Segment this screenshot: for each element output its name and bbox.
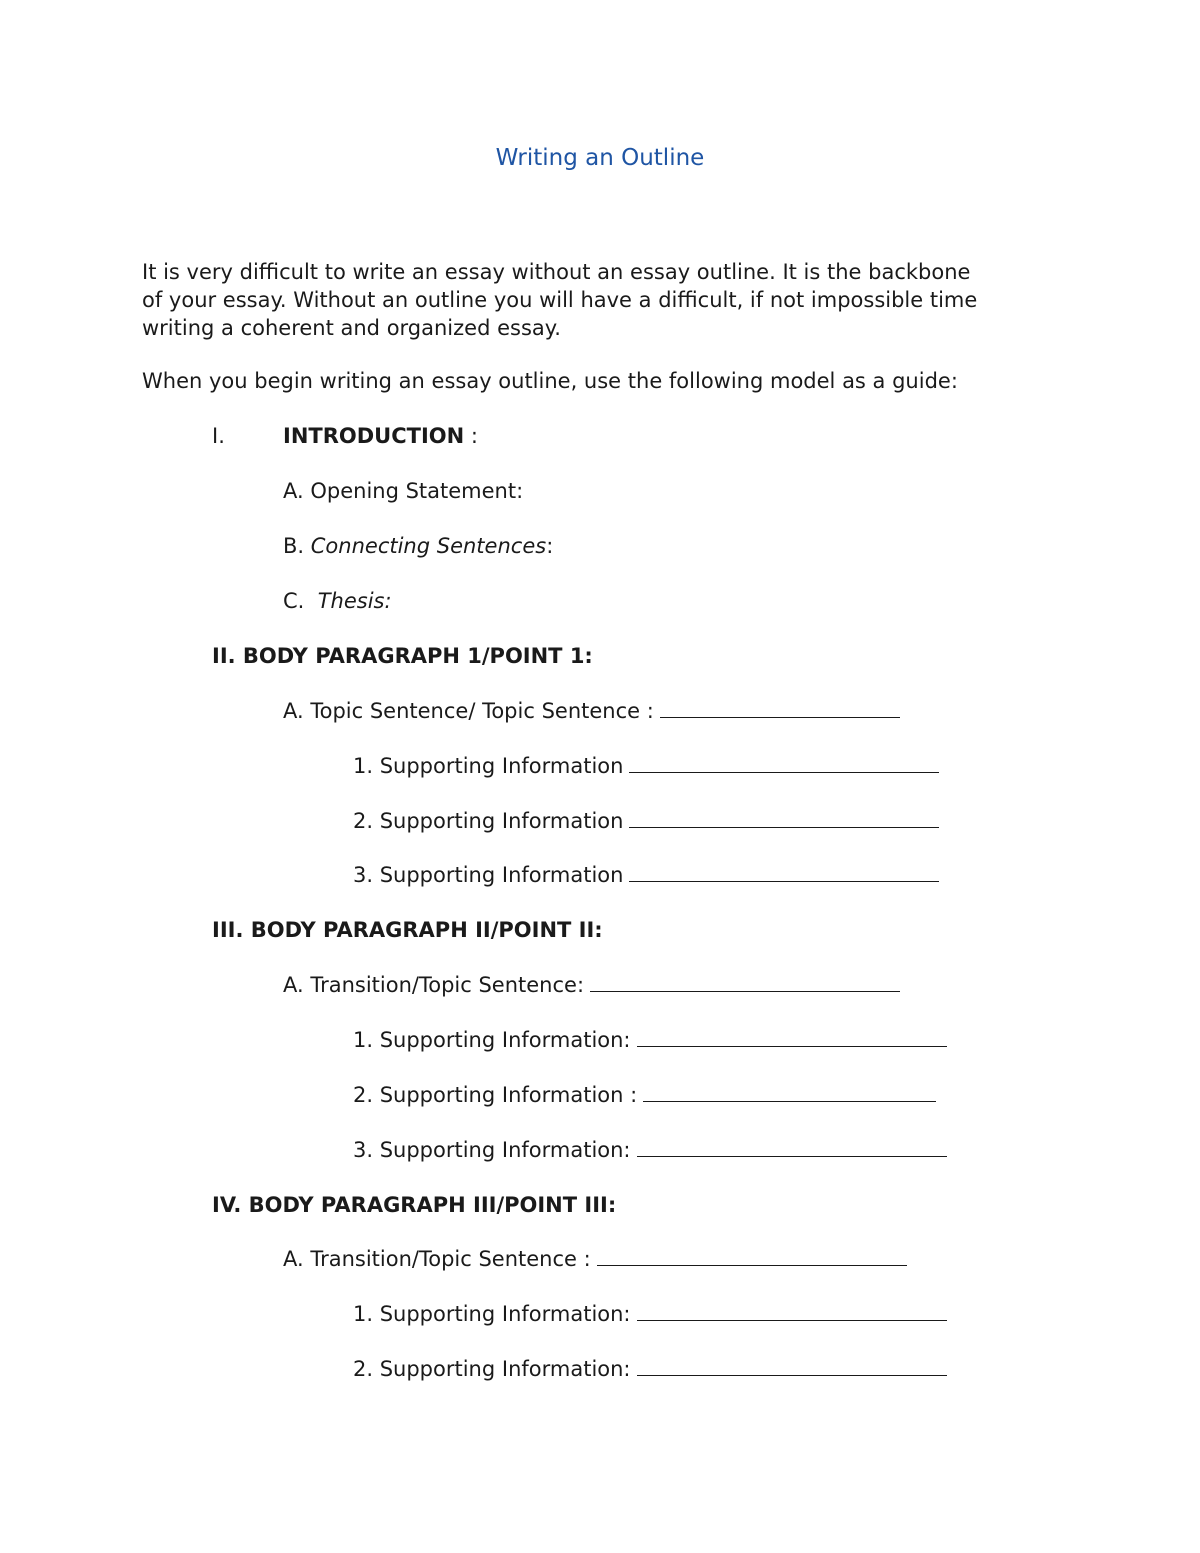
item-label: A. Transition/Topic Sentence : [283, 1247, 591, 1271]
item-prefix: B. [283, 534, 311, 558]
outline-subitem [353, 1354, 947, 1384]
outline-subitem [353, 1080, 936, 1110]
intro-line: of your essay. Without an outline you will have a difficult, if not impossible time [142, 288, 978, 312]
outline-item-topic-sentence [283, 696, 900, 726]
intro-paragraph [142, 258, 1082, 342]
item-prefix: C. [283, 589, 318, 613]
fill-in-blank[interactable] [637, 1355, 947, 1376]
fill-in-blank[interactable] [637, 1026, 947, 1047]
item-suffix: : [546, 534, 554, 558]
item-label: 3. Supporting Information: [353, 1138, 631, 1162]
item-label: Thesis: [317, 589, 392, 613]
section-heading-body-1: II. BODY PARAGRAPH 1/POINT 1: [212, 644, 593, 668]
item-prefix: A. [283, 479, 311, 503]
fill-in-blank[interactable] [597, 1245, 907, 1266]
item-label: 2. Supporting Information [353, 809, 624, 833]
section-heading-text: INTRODUCTION [283, 424, 465, 448]
outline-item-thesis [283, 586, 392, 616]
item-label: 2. Supporting Information : [353, 1083, 638, 1107]
section-heading-body-3: IV. BODY PARAGRAPH III/POINT III: [212, 1193, 617, 1217]
item-label: 2. Supporting Information: [353, 1357, 631, 1381]
outline-subitem [353, 751, 939, 781]
item-label: 1. Supporting Information: [353, 1028, 631, 1052]
item-label: 1. Supporting Information [353, 754, 624, 778]
item-label: Connecting Sentences [310, 534, 547, 558]
item-label: A. Topic Sentence/ Topic Sentence : [283, 699, 654, 723]
fill-in-blank[interactable] [629, 807, 939, 828]
section-heading-introduction [212, 421, 478, 451]
outline-item-transition [283, 970, 900, 1000]
item-label: Opening Statement: [310, 479, 524, 503]
outline-item-transition [283, 1244, 907, 1274]
fill-in-blank[interactable] [629, 752, 939, 773]
item-label: 1. Supporting Information: [353, 1302, 631, 1326]
item-label: 3. Supporting Information [353, 863, 624, 887]
outline-subitem [353, 1299, 947, 1329]
guide-sentence: When you begin writing an essay outline, use the following model as a guide: [142, 369, 958, 393]
item-label: A. Transition/Topic Sentence: [283, 973, 585, 997]
fill-in-blank[interactable] [660, 697, 900, 718]
section-heading-suffix: : [464, 424, 478, 448]
fill-in-blank[interactable] [637, 1300, 947, 1321]
outline-subitem [353, 806, 939, 836]
guide-paragraph [142, 367, 1082, 395]
intro-line: It is very difficult to write an essay without an essay outline. It is the backbone [142, 260, 971, 284]
page-title: Writing an Outline [495, 145, 705, 171]
section-numeral: I. [212, 424, 225, 448]
fill-in-blank[interactable] [637, 1136, 947, 1157]
fill-in-blank[interactable] [643, 1081, 936, 1102]
outline-item-opening-statement [283, 476, 523, 506]
outline-subitem [353, 1025, 947, 1055]
fill-in-blank[interactable] [629, 861, 939, 882]
intro-line: writing a coherent and organized essay. [142, 316, 561, 340]
outline-subitem [353, 860, 939, 890]
outline-subitem [353, 1135, 947, 1165]
section-heading-body-2: III. BODY PARAGRAPH II/POINT II: [212, 918, 603, 942]
fill-in-blank[interactable] [590, 971, 900, 992]
outline-item-connecting-sentences [283, 531, 553, 561]
